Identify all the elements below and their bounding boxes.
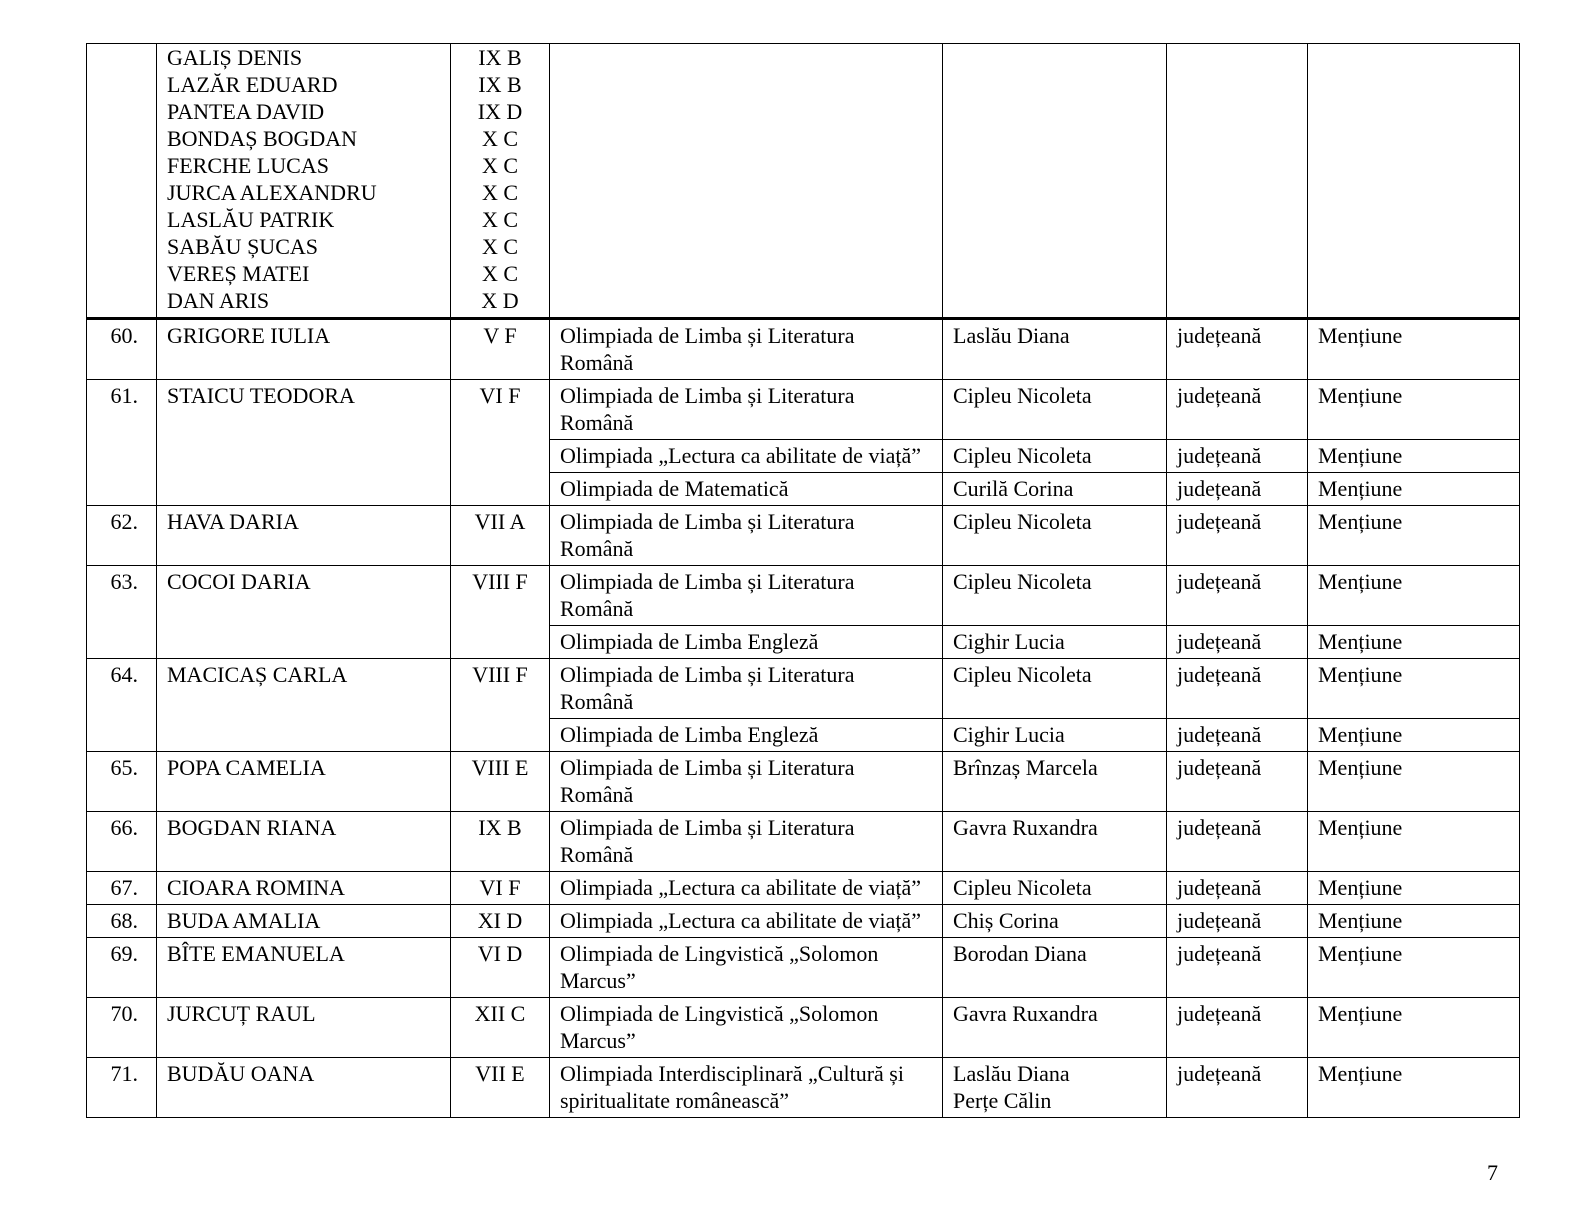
olympiad-name: Olimpiada „Lectura ca abilitate de viață”	[550, 905, 943, 938]
student-class: X C	[481, 180, 519, 205]
row-number: 60.	[87, 319, 157, 380]
award: Mențiune	[1308, 473, 1520, 506]
teacher-name: Chiș Corina	[943, 905, 1167, 938]
competition-level: județeană	[1167, 626, 1308, 659]
student-name: PANTEA DAVID	[167, 99, 325, 124]
competition-level: județeană	[1167, 719, 1308, 752]
olympiad-name: Olimpiada de Limba și Literatura Română	[550, 319, 943, 380]
teacher-name: Gavra Ruxandra	[943, 998, 1167, 1058]
student-name: SABĂU ȘUCAS	[167, 234, 318, 259]
competition-level: județeană	[1167, 905, 1308, 938]
competition-level: județeană	[1167, 659, 1308, 719]
competition-level: județeană	[1167, 812, 1308, 872]
row-number: 71.	[87, 1058, 157, 1118]
student-class: VII E	[451, 1058, 550, 1118]
student-name: DAN ARIS	[167, 288, 270, 313]
student-class: XI D	[451, 905, 550, 938]
row-number: 63.	[87, 566, 157, 659]
competition-level: județeană	[1167, 998, 1308, 1058]
row-number: 70.	[87, 998, 157, 1058]
student-class: VI F	[451, 872, 550, 905]
page-number: 7	[1487, 1160, 1498, 1185]
olympiad-name: Olimpiada de Matematică	[550, 473, 943, 506]
row-number: 68.	[87, 905, 157, 938]
award-cell	[1308, 44, 1520, 319]
olympiad-name: Olimpiada de Limba Engleză	[550, 626, 943, 659]
student-class: IX D	[477, 99, 523, 124]
award: Mențiune	[1308, 998, 1520, 1058]
row-number: 62.	[87, 506, 157, 566]
student-class: X C	[481, 126, 519, 151]
olympiad-name: Olimpiada Interdisciplinară „Cultură și spiritualitate românească”	[550, 1058, 943, 1118]
level-cell	[1167, 44, 1308, 319]
student-class: VIII F	[451, 566, 550, 659]
table-row	[87, 872, 1520, 905]
competition-level: județeană	[1167, 566, 1308, 626]
competition-level: județeană	[1167, 752, 1308, 812]
row-number: 61.	[87, 380, 157, 506]
student-name: POPA CAMELIA	[157, 752, 451, 812]
teacher-name: Borodan Diana	[943, 938, 1167, 998]
competition-level: județeană	[1167, 1058, 1308, 1118]
student-name: JURCA ALEXANDRU	[167, 180, 377, 205]
olympiad-name: Olimpiada de Limba Engleză	[550, 719, 943, 752]
table-row	[87, 938, 1520, 998]
student-class: X D	[481, 288, 519, 313]
award: Mențiune	[1308, 566, 1520, 626]
table-row	[87, 506, 1520, 566]
table-row	[87, 1058, 1520, 1118]
teacher-name: Cipleu Nicoleta	[943, 380, 1167, 440]
award: Mențiune	[1308, 380, 1520, 440]
table-row	[87, 752, 1520, 812]
olympiad-name: Olimpiada de Limba și Literatura Română	[550, 812, 943, 872]
award: Mențiune	[1308, 626, 1520, 659]
teacher-name: Gavra Ruxandra	[943, 812, 1167, 872]
student-class: VI D	[451, 938, 550, 998]
teacher-name: Cipleu Nicoleta	[943, 659, 1167, 719]
row-number: 69.	[87, 938, 157, 998]
competition-level: județeană	[1167, 380, 1308, 440]
teacher-name: Laslău Diana	[943, 319, 1167, 380]
row-number: 65.	[87, 752, 157, 812]
results-table	[86, 43, 1520, 1118]
student-class: X C	[481, 234, 519, 259]
student-name: BOGDAN RIANA	[157, 812, 451, 872]
student-class: VIII E	[451, 752, 550, 812]
olympiad-name: Olimpiada de Limba și Literatura Română	[550, 506, 943, 566]
student-class: V F	[451, 319, 550, 380]
student-class: IX B	[478, 72, 522, 97]
student-classes-cell	[451, 44, 550, 319]
student-name: LAZĂR EDUARD	[167, 72, 338, 97]
teacher-cell	[943, 44, 1167, 319]
competition-level: județeană	[1167, 872, 1308, 905]
olympiad-name: Olimpiada de Lingvistică „Solomon Marcus”	[550, 998, 943, 1058]
teacher-name: Cighir Lucia	[943, 719, 1167, 752]
student-name: LASLĂU PATRIK	[167, 207, 335, 232]
competition-level: județeană	[1167, 319, 1308, 380]
student-class: IX B	[478, 45, 522, 70]
student-name: FERCHE LUCAS	[167, 153, 329, 178]
table-row	[87, 566, 1520, 626]
student-name: HAVA DARIA	[157, 506, 451, 566]
student-name: BUDĂU OANA	[157, 1058, 451, 1118]
table-row	[87, 380, 1520, 440]
teacher-name: Cighir Lucia	[943, 626, 1167, 659]
student-class: X C	[481, 261, 519, 286]
teacher-name: Curilă Corina	[943, 473, 1167, 506]
award: Mențiune	[1308, 905, 1520, 938]
award: Mențiune	[1308, 319, 1520, 380]
award: Mențiune	[1308, 659, 1520, 719]
row-number-cell	[87, 44, 157, 319]
award: Mențiune	[1308, 506, 1520, 566]
student-class: VII A	[451, 506, 550, 566]
teacher-name: Brînzaș Marcela	[943, 752, 1167, 812]
table-row	[87, 998, 1520, 1058]
teacher-name: Laslău Diana Perțe Călin	[943, 1058, 1167, 1118]
student-class: IX B	[451, 812, 550, 872]
student-name: VEREȘ MATEI	[167, 261, 310, 286]
award: Mențiune	[1308, 719, 1520, 752]
teacher-name: Cipleu Nicoleta	[943, 872, 1167, 905]
olympiad-cell	[550, 44, 943, 319]
row-number: 67.	[87, 872, 157, 905]
award: Mențiune	[1308, 1058, 1520, 1118]
award: Mențiune	[1308, 440, 1520, 473]
competition-level: județeană	[1167, 506, 1308, 566]
teacher-name: Cipleu Nicoleta	[943, 566, 1167, 626]
olympiad-name: Olimpiada „Lectura ca abilitate de viață”	[550, 440, 943, 473]
olympiad-name: Olimpiada „Lectura ca abilitate de viață”	[550, 872, 943, 905]
olympiad-name: Olimpiada de Limba și Literatura Română	[550, 380, 943, 440]
olympiad-name: Olimpiada de Limba și Literatura Română	[550, 566, 943, 626]
student-name: COCOI DARIA	[157, 566, 451, 659]
olympiad-name: Olimpiada de Limba și Literatura Română	[550, 659, 943, 719]
table-row	[87, 319, 1520, 380]
award: Mențiune	[1308, 872, 1520, 905]
teacher-name: Cipleu Nicoleta	[943, 506, 1167, 566]
student-name: BÎTE EMANUELA	[157, 938, 451, 998]
row-number: 64.	[87, 659, 157, 752]
student-class: X C	[481, 153, 519, 178]
olympiad-name: Olimpiada de Limba și Literatura Română	[550, 752, 943, 812]
teacher-name: Cipleu Nicoleta	[943, 440, 1167, 473]
award: Mențiune	[1308, 938, 1520, 998]
competition-level: județeană	[1167, 938, 1308, 998]
olympiad-name: Olimpiada de Lingvistică „Solomon Marcus”	[550, 938, 943, 998]
student-name: JURCUȚ RAUL	[157, 998, 451, 1058]
award: Mențiune	[1308, 752, 1520, 812]
table-row-continuation	[87, 44, 1520, 319]
student-class: VIII F	[451, 659, 550, 752]
student-name: BONDAȘ BOGDAN	[167, 126, 358, 151]
student-name: GRIGORE IULIA	[157, 319, 451, 380]
student-name: CIOARA ROMINA	[157, 872, 451, 905]
student-class: VI F	[451, 380, 550, 506]
competition-level: județeană	[1167, 440, 1308, 473]
award: Mențiune	[1308, 812, 1520, 872]
row-number: 66.	[87, 812, 157, 872]
student-class: XII C	[451, 998, 550, 1058]
student-name: STAICU TEODORA	[157, 380, 451, 506]
competition-level: județeană	[1167, 473, 1308, 506]
table-row	[87, 659, 1520, 719]
student-names-cell	[157, 44, 451, 319]
student-name: GALIȘ DENIS	[167, 45, 303, 70]
student-class: X C	[481, 207, 519, 232]
student-name: BUDA AMALIA	[157, 905, 451, 938]
student-name: MACICAȘ CARLA	[157, 659, 451, 752]
table-row	[87, 812, 1520, 872]
table-row	[87, 905, 1520, 938]
